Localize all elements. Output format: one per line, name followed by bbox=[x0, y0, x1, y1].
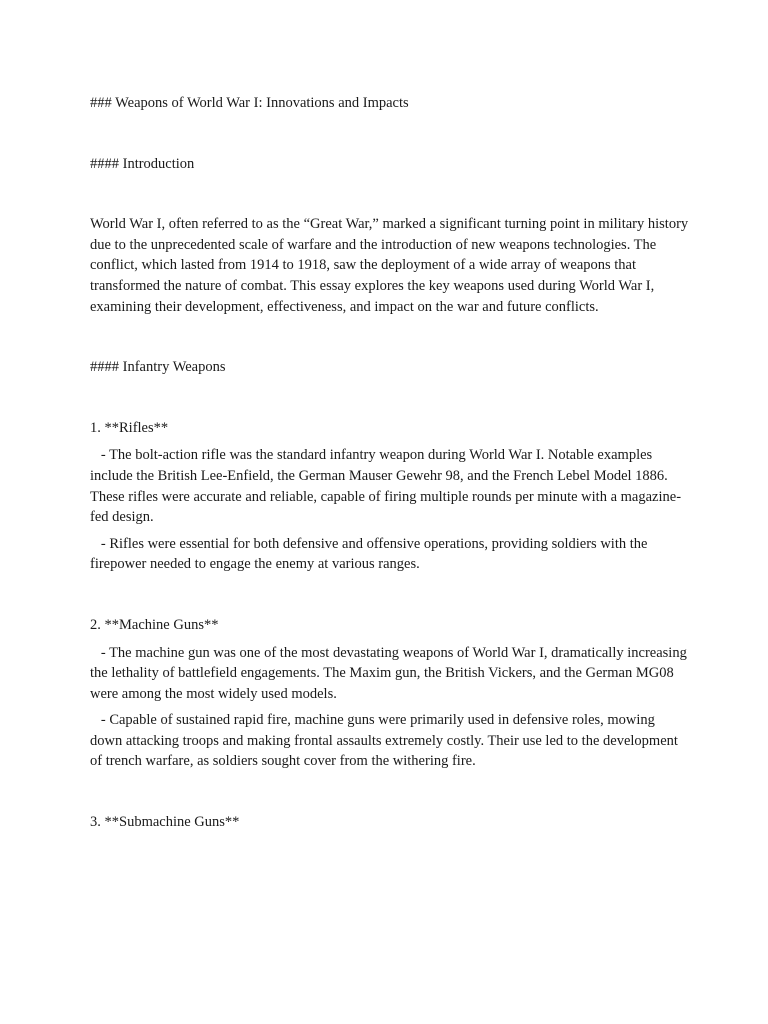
document-title: ### Weapons of World War I: Innovations and Impacts bbox=[90, 95, 409, 111]
item-paragraph-rifles-2: - Rifles were essential for both defensive and offensive operations, providing soldiers with the firepower needed to engage the enemy at various ranges. bbox=[90, 535, 652, 573]
introduction-paragraph: World War I, often referred to as the “Great War,” marked a significant turning point in military history due to the unprecedented scale of warfare and the introduction of new weapons technologies. The conflict, which lasted from 1914 to 1918, saw the deployment of a wide array of weapons that transformed the nature of combat. This essay explores the key weapons used during World War I, examining their development, effectiveness, and impact on the war and future conflicts. bbox=[90, 216, 692, 315]
item-paragraph-machine-guns-1: - The machine gun was one of the most devastating weapons of World War I, dramatically increasing the lethality of battlefield engagements. The Maxim gun, the British Vickers, and the German MG08 were among the most widely used models. bbox=[90, 644, 691, 702]
item-paragraph-machine-guns-2: - Capable of sustained rapid fire, machine guns were primarily used in defensive roles, mowing down attacking troops and making frontal assaults extremely costly. Their use led to the development of trench warfare, as soldiers sought cover from the withering fire. bbox=[90, 712, 682, 770]
item-paragraph-rifles-1: - The bolt-action rifle was the standard infantry weapon during World War I. Notable examples include the British Lee-Enfield, the German Mauser Gewehr 98, and the French Lebel Model 1886. These rifles were accurate and reliable, capable of firing multiple rounds per minute with a magazine-fed design. bbox=[90, 447, 682, 526]
list-item-rifles bbox=[90, 418, 690, 575]
list-item-machine-guns bbox=[90, 615, 690, 772]
list-item-submachine-guns bbox=[90, 812, 690, 833]
document-body bbox=[90, 93, 690, 840]
item-heading-submachine-guns: 3. **Submachine Guns** bbox=[90, 814, 240, 831]
section-heading-introduction: #### Introduction bbox=[90, 155, 195, 172]
item-heading-rifles: 1. **Rifles** bbox=[90, 419, 169, 436]
section-heading-infantry-weapons: #### Infantry Weapons bbox=[90, 359, 226, 376]
item-heading-machine-guns: 2. **Machine Guns** bbox=[90, 616, 219, 633]
